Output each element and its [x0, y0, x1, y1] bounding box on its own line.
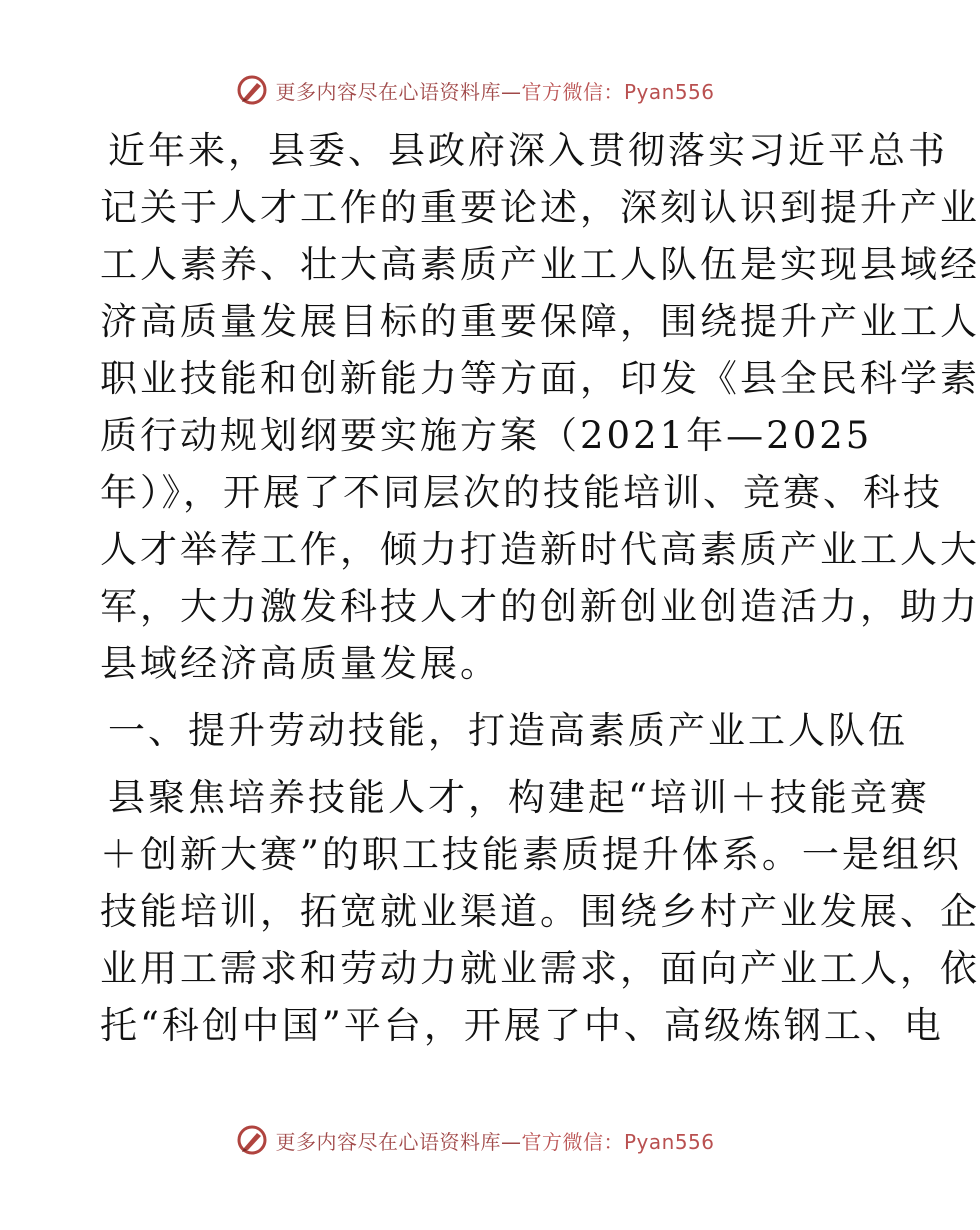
banner-separator: — — [500, 1129, 522, 1154]
promo-text: 更多内容尽在心语资料库 — [275, 79, 501, 104]
text-line: 记关于人才工作的重要论述，深刻认识到提升产业 — [100, 186, 980, 229]
footer-banner — [0, 1120, 950, 1160]
text-line: 县聚焦培养技能人才，构建起“培训＋技能竞赛 — [108, 776, 930, 819]
pen-circle-logo-icon — [235, 73, 269, 107]
wechat-label: 官方微信： — [521, 1129, 624, 1154]
text-line: 人才举荐工作，倾力打造新时代高素质产业工人大 — [100, 528, 980, 571]
section-heading — [100, 702, 908, 759]
wechat-label: 官方微信： — [521, 79, 624, 104]
banner-text — [275, 76, 714, 105]
promo-text: 更多内容尽在心语资料库 — [275, 1129, 501, 1154]
banner-separator: — — [500, 79, 522, 104]
wechat-id: Pyan556 — [623, 79, 715, 104]
document-body — [100, 122, 980, 1054]
text-line: 职业技能和创新能力等方面，印发《县全民科学素 — [100, 357, 980, 400]
text-line: 近年来，县委、县政府深入贯彻落实习近平总书 — [108, 129, 948, 172]
banner-text — [275, 1126, 714, 1155]
paragraph-intro — [100, 122, 980, 692]
text-line: 业用工需求和劳动力就业需求，面向产业工人，依 — [100, 947, 980, 990]
banner-content — [235, 1123, 714, 1157]
text-line: 济高质量发展目标的重要保障，围绕提升产业工人 — [100, 300, 980, 343]
heading-line: 一、提升劳动技能，打造高素质产业工人队伍 — [108, 709, 908, 752]
text-line: ＋创新大赛”的职工技能素质提升体系。一是组织 — [100, 833, 962, 876]
text-line: 技能培训，拓宽就业渠道。围绕乡村产业发展、企 — [100, 890, 980, 933]
pen-circle-logo-icon — [235, 1123, 269, 1157]
text-line: 县域经济高质量发展。 — [100, 642, 500, 685]
header-banner — [0, 70, 950, 110]
wechat-id: Pyan556 — [623, 1129, 715, 1154]
text-line: 军，大力激发科技人才的创新创业创造活力，助力 — [100, 585, 980, 628]
text-line: 质行动规划纲要实施方案（2021年—2025 — [100, 414, 873, 457]
paragraph-skills — [100, 769, 980, 1054]
banner-content — [235, 73, 714, 107]
text-line: 工人素养、壮大高素质产业工人队伍是实现县域经 — [100, 243, 980, 286]
text-line: 托“科创中国”平台，开展了中、高级炼钢工、电 — [100, 1004, 944, 1047]
text-line: 年）》，开展了不同层次的技能培训、竞赛、科技 — [100, 471, 943, 514]
